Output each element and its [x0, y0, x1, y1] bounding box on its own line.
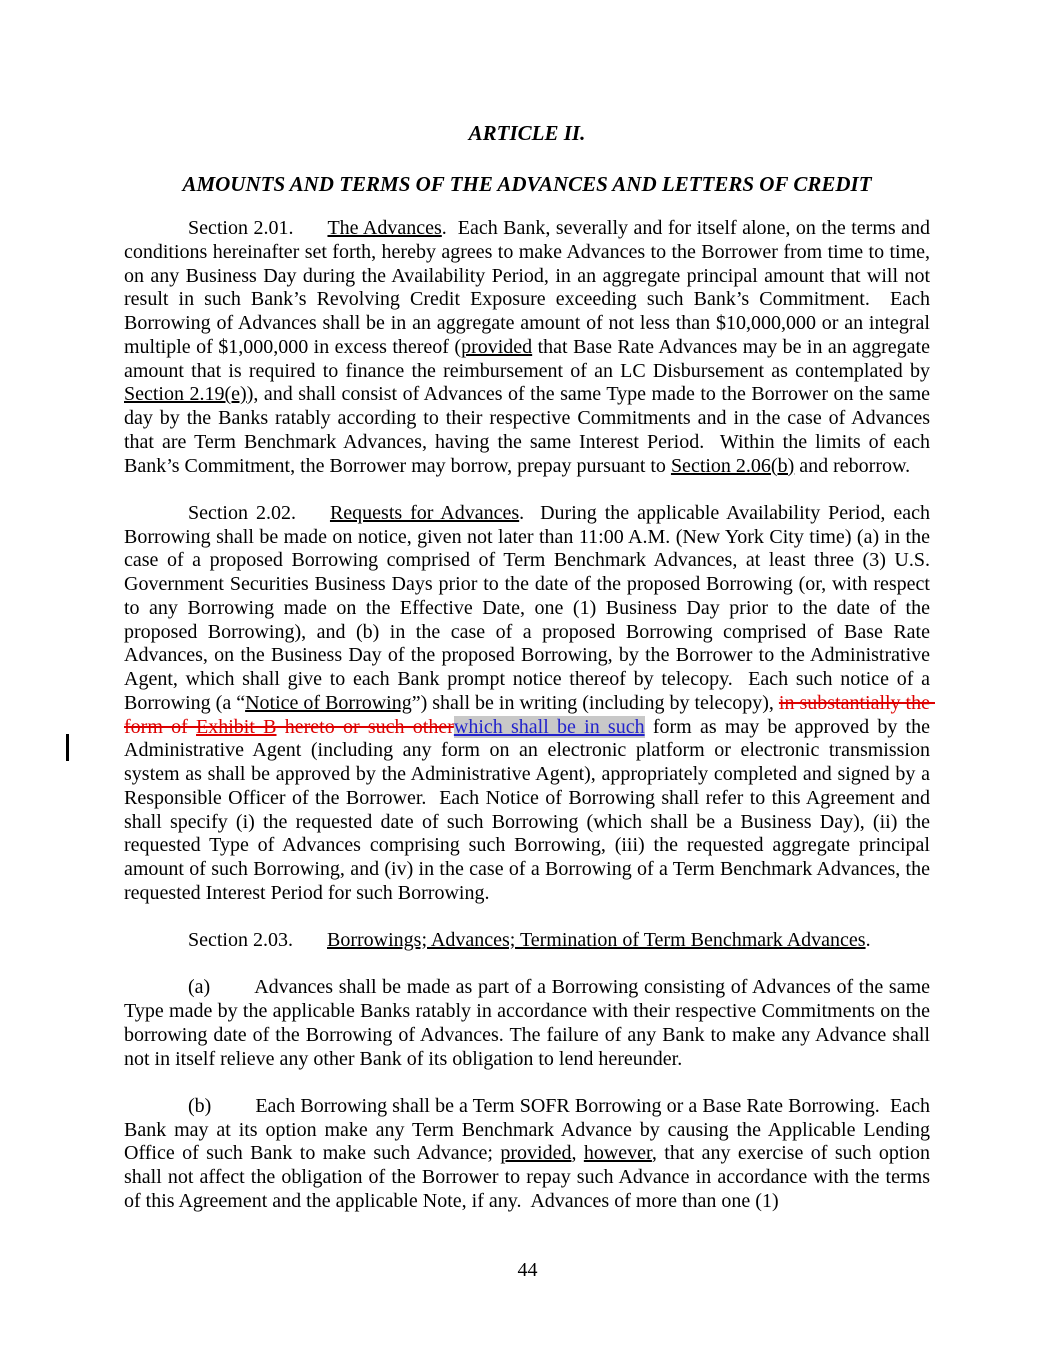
paragraphs-container [124, 217, 936, 1214]
body-text: (b) [188, 1094, 212, 1117]
body-text: ”) shall be in writing (including by telecopy), [411, 691, 779, 714]
underlined-text: Section 2.06(b) [670, 454, 795, 477]
underlined-text: provided [500, 1142, 572, 1165]
page-number: 44 [517, 1259, 538, 1281]
underlined-text: Requests for Advances [329, 501, 520, 524]
deleted-text: in substantially the form of [124, 691, 935, 738]
revision-change-bar [66, 734, 69, 761]
section-2-01 [124, 217, 936, 478]
section-2-03-b [124, 1094, 936, 1214]
article-heading: ARTICLE II. [468, 121, 586, 145]
underlined-text: The Advances [327, 217, 442, 239]
article-title: AMOUNTS AND TERMS OF THE ADVANCES AND LETTERS OF CREDIT [182, 172, 872, 196]
body-text: and reborrow. [794, 454, 911, 477]
deleted-text: hereto or such other [276, 715, 454, 738]
body-text: . Each Bank, severally and for itself alone, on the terms and conditions hereinafter set forth, hereby agrees to make Advances to the Borrower from time to time, on any Business Day during the Availability Period, in an aggregate principal amount that will not result in such Bank’s Revolving Credit Exposure exceeding such Bank’s Commitment. Each Borrowing of Advances shall be in an aggregate amount of not less than $10,000,000 or an integral multiple of $1,000,000 in excess thereof ( [124, 217, 935, 358]
body-text: , [571, 1142, 584, 1165]
body-text: Section 2.02. [188, 501, 296, 524]
underlined-text: however [583, 1142, 652, 1165]
body-text: ), and shall consist of Advances of the same Type made to the Borrower on the same day by the Banks ratably according to their respective Commitments and in the case of Advances that are Term Benchmark Advances, having the same Interest Period. Within the limits of each Bank’s Commitment, the Borrower may borrow, prepay pursuant to [124, 383, 936, 477]
body-text: Each Borrowing shall be a Term SOFR Borrowing or a Base Rate Borrowing. Each Bank may at its option make any Term Benchmark Advance by causing the Applicable Lending Office of such Bank to make such Advance; [124, 1094, 935, 1165]
body-text: that Base Rate Advances may be in an aggregate amount that is required to finance the reimbursement of an LC Disbursement as contemplated by [124, 335, 935, 382]
body-text: Section 2.01. [188, 217, 294, 239]
body-text: Advances shall be made as part of a Borrowing consisting of Advances of the same Type made by the applicable Banks ratably in accordance with their respective Commitments on the borrowing date of the Borrowing of Advances. The failure of any Bank to make any Advance shall not in itself relieve any other Bank of its obligation to lend hereunder. [124, 976, 935, 1070]
section-2-03-a [124, 976, 935, 1071]
section-2-02 [124, 501, 935, 906]
body-text: form as may be approved by the Administrative Agent (including any form on an electronic platform or electronic transmission system as shall be approved by the Administrative Agent), appropriately completed and signed by a Responsible Officer of the Borrower. Each Notice of Borrowing shall refer to this Agreement and shall specify (i) the requested date of such Borrowing (which shall be a Business Day), (ii) the requested Type of Advances comprising such Borrowing, (iii) the requested aggregate principal amount of such Borrowing, and (iv) in the case of a Borrowing of a Term Benchmark Advances, the requested Interest Period for such Borrowing. [124, 715, 935, 904]
section-2-03-heading [124, 929, 930, 953]
body-text: , that any exercise of such option shall not affect the obligation of the Borrower to repay such Advance in accordance with the terms of this Agreement and the applicable Note, if any. Advances of more than one (1) [124, 1142, 936, 1212]
body-text: (a) [188, 976, 211, 999]
body-text: . [865, 929, 871, 951]
underlined-text: Borrowings; Advances; Termination of Term Benchmark Advances [327, 929, 866, 951]
deleted-text: Exhibit B [196, 715, 277, 738]
document-content [124, 121, 936, 1237]
body-text: Section 2.03. [188, 929, 293, 951]
underlined-text: Notice of Borrowing [245, 691, 412, 714]
body-text: . During the applicable Availability Period, each Borrowing shall be made on notice, given not later than 11:00 A.M. (New York City time) (a) in the case of a proposed Borrowing comprised of Term Benchmark Advances, at least three (3) U.S. Government Securities Business Days prior to the date of the proposed Borrowing (or, with respect to any Borrowing made on the Effective Date, one (1) Business Day prior to the date of the proposed Borrowing), and (b) in the case of a proposed Borrowing comprised of Base Rate Advances, on the Business Day of the proposed Borrowing, by the Borrower to the Administrative Agent, which shall give to each Bank prompt notice thereof by telecopy. Each such notice of a Borrowing (a “ [124, 501, 935, 714]
inserted-text: which shall be in such [453, 715, 645, 738]
underlined-text: provided [461, 335, 533, 358]
underlined-text: Section 2.19(e) [124, 383, 247, 406]
